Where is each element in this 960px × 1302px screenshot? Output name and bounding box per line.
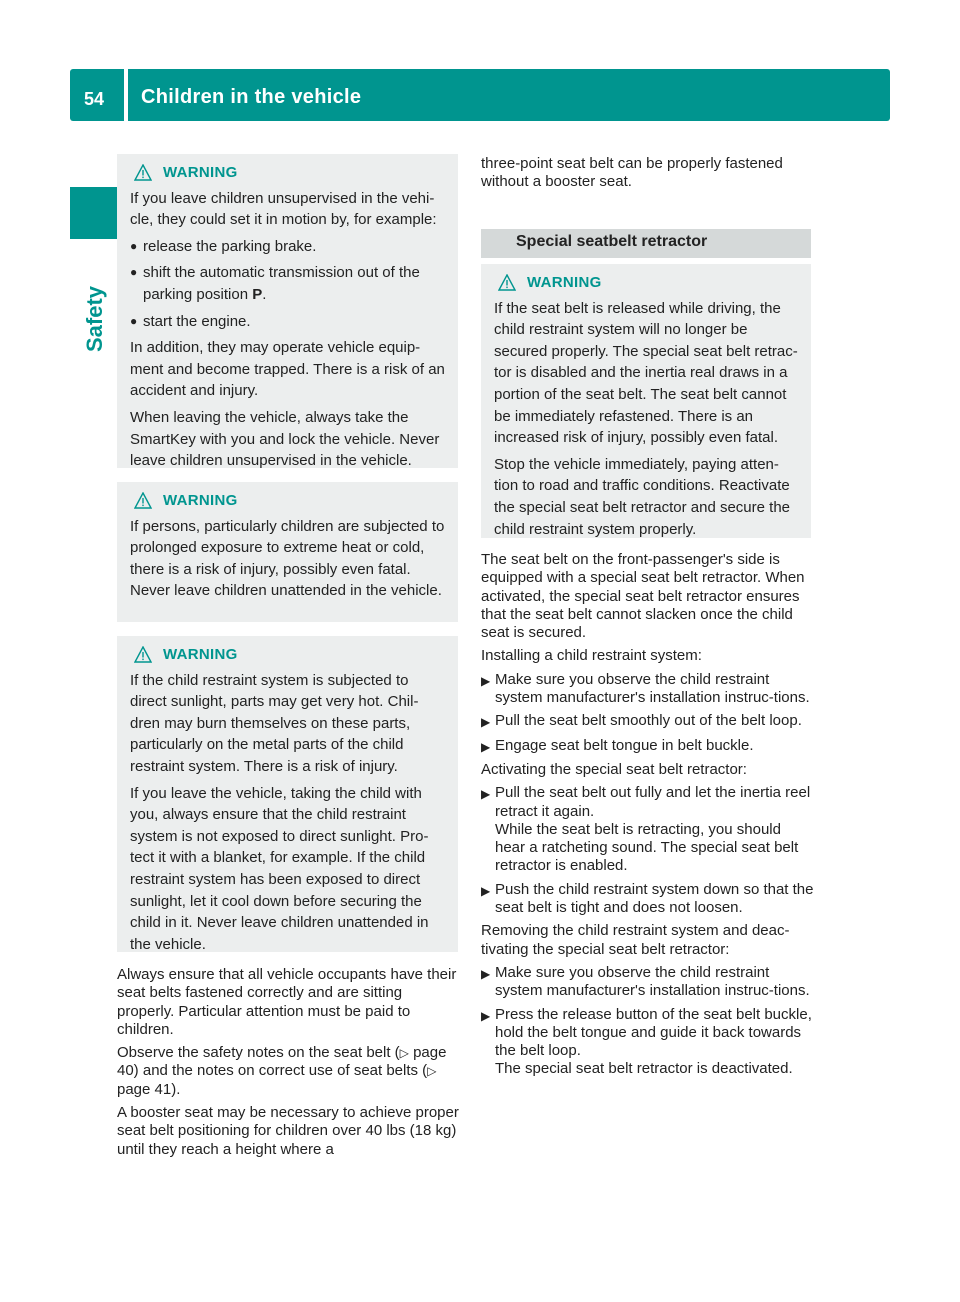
bullet-icon: ● (130, 265, 138, 280)
list-item: ▶ Push the child restraint system down so that the seat belt is tight and does not loosen. (481, 880, 814, 917)
warning-box-2 (117, 482, 458, 622)
warning-triangle-icon (498, 274, 516, 291)
warning-header (130, 162, 448, 184)
list-item: ▶ Pull the seat belt out fully and let the inertia reel retract it again. While the seat belt is retracting, you should hear a ratcheting sound. The special seat belt retractor is enabled. (481, 784, 811, 875)
step-arrow-icon: ▶ (481, 787, 491, 802)
section-tab (70, 187, 122, 239)
page-title: Children in the vehicle (141, 86, 362, 108)
procedure-heading: Removing the child restraint system and deac-tivating the special seat belt retractor: (481, 922, 790, 958)
warning-triangle-icon (134, 164, 152, 181)
warning-header (130, 644, 448, 666)
body-paragraph: Observe the safety notes on the seat belt (▷ page 40) and the notes on correct use of seat belts (▷ page 41). (117, 1044, 447, 1098)
warning-text: If the seat belt is released while driving, the child restraint system will no longer be secured properly. The special seat belt retrac-tor is disabled and the inertia real draws in a portion of the seat belt. The seat belt cannot be immediately refastened. There is an increased risk of injury, possibly even fatal. (494, 299, 798, 447)
warning-text: When leaving the vehicle, always take the SmartKey with you and lock the vehicle. Never leave children unsupervised in the vehicle. (130, 408, 440, 470)
step-arrow-icon: ▶ (481, 883, 491, 898)
left-body (117, 966, 460, 1164)
step-arrow-icon: ▶ (481, 673, 491, 688)
procedure-heading: Installing a child restraint system: (481, 647, 702, 665)
warning-title: WARNING (163, 646, 238, 663)
bullet-icon: ● (130, 238, 138, 253)
section-heading: Special seatbelt retractor (481, 229, 811, 258)
list-item: ▶ Make sure you observe the child restraint system manufacturer's installation instruc-tions. (481, 963, 810, 1000)
warning-text: Stop the vehicle immediately, paying atten-tion to road and traffic conditions. Reactivate the special seat belt retractor and secure the child restraint system properly. (494, 455, 791, 538)
warning-header (130, 490, 448, 512)
body-paragraph: three-point seat belt can be properly fastened without a booster seat. (481, 155, 783, 191)
list-item: ▶ Make sure you observe the child restraint system manufacturer's installation instruc-tions. (481, 670, 810, 707)
right-continuation (481, 155, 811, 197)
body-paragraph: The seat belt on the front-passenger's side is equipped with a special seat belt retractor. When activated, the special seat belt retractor ensures that the seat belt cannot slacken once the child seat is secured. (481, 551, 805, 642)
warning-box-1 (117, 154, 458, 468)
list-item: ● release the parking brake. (130, 236, 448, 258)
list-item: ▶ Pull the seat belt smoothly out of the belt loop. (481, 712, 814, 731)
warning-text: If persons, particularly children are subjected to prolonged exposure to extreme heat or cold, there is a risk of injury, possibly even fatal. Never leave children unattended in the vehicle. (130, 517, 445, 600)
warning-title: WARNING (527, 274, 602, 291)
page-ref-icon: ▷ (427, 1064, 437, 1079)
bullet-icon: ● (130, 313, 138, 328)
warning-title: WARNING (163, 164, 238, 181)
warning-title: WARNING (163, 492, 238, 509)
body-paragraph: Always ensure that all vehicle occupants have their seat belts fastened correctly and are sitting properly. Particular attention must be paid to children. (117, 966, 457, 1038)
warning-header (494, 272, 801, 294)
warning-triangle-icon (134, 646, 152, 663)
procedure-heading: Activating the special seat belt retractor: (481, 760, 747, 778)
list-item: ▶ Engage seat belt tongue in belt buckle. (481, 737, 814, 756)
header-divider (124, 69, 128, 121)
warning-box-4 (481, 264, 811, 538)
warning-text: If you leave the vehicle, taking the child with you, always ensure that the child restraint system is not exposed to direct sunlight. Pro-tect it with a blanket, for example. If the child restraint system has been exposed to direct sunlight, let it cool down before securing the child in it. Never leave children unattended in the vehicle. (130, 784, 429, 953)
step-arrow-icon: ▶ (481, 739, 491, 754)
list-item: ● start the engine. (130, 311, 448, 333)
warning-box-3 (117, 636, 458, 952)
list-item: ● shift the automatic transmission out of the parking position P. (130, 262, 448, 305)
warning-text: If you leave children unsupervised in the vehi-cle, they could set it in motion by, for example: (130, 189, 437, 229)
step-arrow-icon: ▶ (481, 966, 491, 981)
list-item: ▶ Press the release button of the seat belt buckle, hold the belt tongue and guide it back towards the belt loop. The special seat belt retractor is deactivated. (481, 1005, 812, 1078)
section-label: Safety (82, 285, 107, 352)
body-paragraph: A booster seat may be necessary to achieve proper seat belt positioning for children over 40 lbs (18 kg) until they reach a height where a (117, 1104, 459, 1158)
step-arrow-icon: ▶ (481, 1008, 491, 1023)
page-ref-icon: ▷ (399, 1046, 409, 1061)
warning-text: In addition, they may operate vehicle equip-ment and become trapped. There is a risk of an accident and injury. (130, 339, 445, 400)
right-body (481, 551, 814, 1084)
warning-triangle-icon (134, 492, 152, 509)
warning-text: If the child restraint system is subjected to direct sunlight, parts may get very hot. Chil-dren may burn themselves on these parts, particularly on the metal parts of the child restraint system. There is a risk of injury. (130, 671, 419, 775)
step-arrow-icon: ▶ (481, 715, 491, 730)
page-number: 54 (84, 89, 105, 109)
